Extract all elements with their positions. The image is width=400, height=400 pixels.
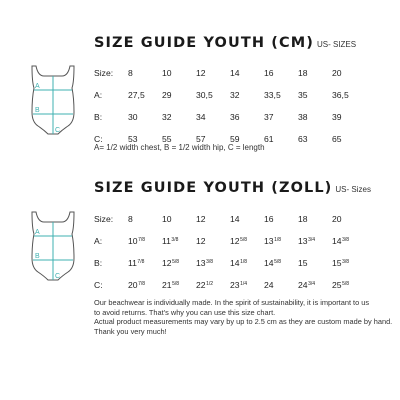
diagram-label-c: C xyxy=(55,273,61,280)
table-cell xyxy=(332,274,366,296)
table-cell: 32 xyxy=(230,90,240,100)
table-cell xyxy=(230,252,264,274)
cell-whole: 11 xyxy=(162,236,171,246)
table-cell: 27,5 xyxy=(128,90,145,100)
table-cell xyxy=(298,208,332,230)
cell-fraction: 3/4 xyxy=(308,281,316,287)
table-cell: 18 xyxy=(298,68,308,78)
diagram-label-a: A xyxy=(35,229,40,236)
table-cell: 29 xyxy=(162,90,172,100)
table-cell xyxy=(264,274,298,296)
table-row xyxy=(94,62,366,84)
table-cell: 12 xyxy=(196,68,206,78)
table-row xyxy=(94,230,366,252)
table-cell: 8 xyxy=(128,68,133,78)
footer-line: Actual product measurements may vary by up to 2.5 cm as they are custom made by hand. xyxy=(94,317,393,326)
table-cell: 37 xyxy=(264,112,274,122)
table-cell xyxy=(298,230,332,252)
table-cell: 61 xyxy=(264,134,274,144)
cell-whole: 13 xyxy=(196,258,206,268)
table-cell: 36,5 xyxy=(332,90,349,100)
cell-fraction: 3/4 xyxy=(308,237,316,243)
cell-whole: 18 xyxy=(298,214,308,224)
table-cell xyxy=(332,252,366,274)
table-cell: 20 xyxy=(332,68,342,78)
cell-whole: 13 xyxy=(298,236,308,246)
footer-note xyxy=(94,298,394,336)
footer-line: to avoid returns. That's why you can use this size chart. xyxy=(94,307,276,317)
cell-whole: 20 xyxy=(128,280,138,290)
row-label: A: xyxy=(94,90,103,100)
zoll-size-table xyxy=(94,208,366,296)
row-label: C: xyxy=(94,280,103,290)
cell-fraction: 3/8 xyxy=(342,237,350,243)
table-cell xyxy=(264,252,298,274)
cell-whole: 14 xyxy=(230,258,240,268)
table-cell: 30,5 xyxy=(196,90,213,100)
table-cell xyxy=(264,208,298,230)
diagram-label-b: B xyxy=(35,253,40,260)
row-label: Size: xyxy=(94,214,114,224)
table-cell xyxy=(196,274,230,296)
table-cell: 59 xyxy=(230,134,240,144)
cm-subtitle: US- SIZES xyxy=(316,40,357,49)
zoll-title xyxy=(94,180,371,196)
cell-whole: 25 xyxy=(332,280,342,290)
cm-title-text: SIZE GUIDE YOUTH (CM) xyxy=(94,35,314,51)
table-cell: 30 xyxy=(128,112,138,122)
cell-whole: 11 xyxy=(128,258,137,268)
table-cell xyxy=(230,230,264,252)
table-cell xyxy=(332,208,366,230)
row-label: B: xyxy=(94,258,103,268)
table-cell xyxy=(162,230,196,252)
cell-fraction: 5/8 xyxy=(274,259,282,265)
table-cell: 38 xyxy=(298,112,308,122)
table-cell xyxy=(298,274,332,296)
table-cell: 34 xyxy=(196,112,206,122)
table-cell: 57 xyxy=(196,134,206,144)
cell-whole: 20 xyxy=(332,214,342,224)
table-cell xyxy=(128,252,162,274)
swimsuit-diagram-icon xyxy=(22,62,84,142)
cm-size-table xyxy=(94,62,366,150)
cell-fraction: 7/8 xyxy=(138,281,146,287)
table-cell xyxy=(162,208,196,230)
cell-whole: 21 xyxy=(162,280,172,290)
table-cell: 55 xyxy=(162,134,172,144)
footer-line: Our beachwear is individually made. In the spirit of sustainability, it is important to us xyxy=(94,298,370,307)
table-cell xyxy=(264,230,298,252)
table-cell: 16 xyxy=(264,68,274,78)
cell-whole: 8 xyxy=(128,214,133,224)
row-label: A: xyxy=(94,236,103,246)
zoll-title-text: SIZE GUIDE YOUTH (ZOLL) xyxy=(94,180,333,196)
cell-fraction: 1/2 xyxy=(206,281,214,287)
cell-fraction: 3/8 xyxy=(206,259,214,265)
cell-whole: 15 xyxy=(332,258,342,268)
table-cell xyxy=(128,274,162,296)
table-row xyxy=(94,274,366,296)
cell-whole: 24 xyxy=(264,280,274,290)
table-cell: 33,5 xyxy=(264,90,281,100)
table-cell xyxy=(162,252,196,274)
table-cell xyxy=(230,208,264,230)
cell-whole: 13 xyxy=(264,236,274,246)
cell-fraction: 5/8 xyxy=(240,237,248,243)
diagram-label-a: A xyxy=(35,83,40,90)
cell-whole: 23 xyxy=(230,280,240,290)
cell-whole: 12 xyxy=(230,236,240,246)
cell-fraction: 3/8 xyxy=(171,237,179,243)
cell-fraction: 1/8 xyxy=(240,259,248,265)
table-cell xyxy=(230,274,264,296)
table-row xyxy=(94,84,366,106)
table-row xyxy=(94,252,366,274)
table-cell xyxy=(196,208,230,230)
cell-whole: 10 xyxy=(162,214,172,224)
cell-whole: 14 xyxy=(264,258,274,268)
cm-title xyxy=(94,35,356,51)
cell-whole: 12 xyxy=(196,236,206,246)
table-cell xyxy=(298,252,332,274)
cell-whole: 12 xyxy=(162,258,172,268)
row-label: C: xyxy=(94,134,103,144)
table-cell xyxy=(332,230,366,252)
table-cell: 53 xyxy=(128,134,138,144)
cell-fraction: 3/8 xyxy=(342,259,350,265)
cell-fraction: 1/4 xyxy=(240,281,248,287)
cell-whole: 16 xyxy=(264,214,274,224)
cell-whole: 15 xyxy=(298,258,308,268)
table-cell: 36 xyxy=(230,112,240,122)
cell-fraction: 5/8 xyxy=(172,259,180,265)
cell-whole: 14 xyxy=(230,214,240,224)
table-cell: 14 xyxy=(230,68,240,78)
cell-whole: 24 xyxy=(298,280,308,290)
table-cell: 10 xyxy=(162,68,172,78)
table-cell xyxy=(196,230,230,252)
zoll-subtitle: US- Sizes xyxy=(335,185,371,194)
table-row xyxy=(94,106,366,128)
table-cell xyxy=(128,208,162,230)
diagram-label-b: B xyxy=(35,107,40,114)
cell-whole: 12 xyxy=(196,214,206,224)
table-cell: 32 xyxy=(162,112,172,122)
table-cell: 35 xyxy=(298,90,308,100)
table-cell xyxy=(196,252,230,274)
table-cell: 65 xyxy=(332,134,342,144)
cell-fraction: 7/8 xyxy=(138,237,146,243)
footer-line: Thank you very much! xyxy=(94,326,167,336)
table-row xyxy=(94,208,366,230)
cell-whole: 22 xyxy=(196,280,206,290)
table-cell xyxy=(162,274,196,296)
cell-fraction: 5/8 xyxy=(342,281,350,287)
table-cell xyxy=(128,230,162,252)
measurement-legend: A= 1/2 width chest, B = 1/2 width hip, C = length xyxy=(94,143,265,152)
swimsuit-diagram-icon xyxy=(22,208,84,288)
cell-fraction: 7/8 xyxy=(137,259,145,265)
table-cell: 39 xyxy=(332,112,342,122)
cell-whole: 10 xyxy=(128,236,138,246)
row-label: Size: xyxy=(94,68,114,78)
cell-fraction: 5/8 xyxy=(172,281,180,287)
diagram-label-c: C xyxy=(55,127,61,134)
cell-fraction: 1/8 xyxy=(274,237,282,243)
cell-whole: 14 xyxy=(332,236,342,246)
row-label: B: xyxy=(94,112,103,122)
table-cell: 63 xyxy=(298,134,308,144)
